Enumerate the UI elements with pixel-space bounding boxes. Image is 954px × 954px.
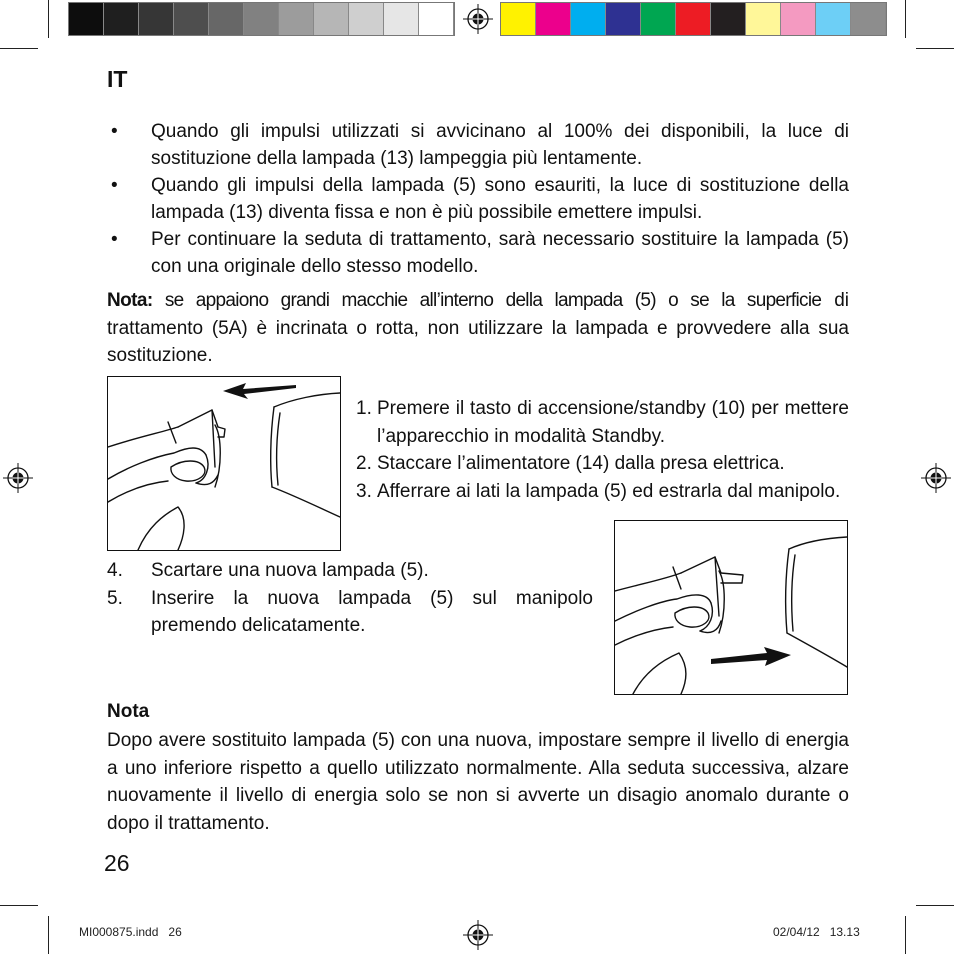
- crop-mark: [0, 905, 38, 906]
- bullet-item: [107, 118, 849, 172]
- step-text: Staccare l’alimentatore (14) dalla presa elettrica.: [377, 453, 785, 474]
- color-swatch: [571, 3, 606, 35]
- color-swatch: [676, 3, 711, 35]
- bullet-item: [107, 226, 849, 280]
- registration-mark-icon: [921, 463, 951, 493]
- registration-mark-icon: [463, 4, 493, 34]
- color-swatch: [781, 3, 816, 35]
- color-swatch: [174, 3, 209, 35]
- step-text: Scartare una nuova lampada (5).: [151, 560, 429, 581]
- crop-mark: [48, 916, 49, 954]
- note-first-line: se appaiono grandi macchie all’interno della lampada (5) o se la superficie: [152, 290, 822, 311]
- color-calibration-bar: [500, 2, 887, 36]
- lamp-removal-drawing: [108, 377, 340, 550]
- step-item: [356, 395, 849, 450]
- step-number: 1.: [356, 398, 372, 419]
- color-swatch: [139, 3, 174, 35]
- note-title: Nota: [107, 701, 150, 722]
- color-swatch: [314, 3, 349, 35]
- footer-datetime: 02/04/12 13.13: [773, 925, 860, 939]
- color-swatch: [746, 3, 781, 35]
- color-swatch: [606, 3, 641, 35]
- language-section-label: IT: [107, 66, 128, 92]
- bullet-text: Per continuare la seduta di trattamento, sarà necessario sostituire la lampada (5) con una originale dello stesso modello.: [151, 229, 849, 277]
- color-swatch: [69, 3, 104, 35]
- page-number: 26: [104, 850, 130, 876]
- color-swatch: [851, 3, 886, 35]
- step-item: [356, 450, 849, 478]
- step-number: 5.: [107, 587, 123, 609]
- color-swatch: [209, 3, 244, 35]
- color-swatch: [711, 3, 746, 35]
- footer-file-info: MI000875.indd 26: [79, 925, 182, 939]
- step-number: 2.: [356, 453, 372, 474]
- crop-mark: [916, 905, 954, 906]
- step-item: [107, 557, 593, 585]
- bullet-item: [107, 172, 849, 226]
- warning-note: [107, 287, 849, 370]
- bullet-marker: •: [111, 175, 118, 196]
- crop-mark: [48, 0, 49, 38]
- note-text: di trattamento (5A) è incrinata o rotta, non utilizzare la lampada e provvedere alla sua sostituzione.: [107, 290, 850, 366]
- color-swatch: [244, 3, 279, 35]
- step-text: Inserire la nuova lampada (5) sul manipolo premendo delicatamente.: [151, 587, 593, 636]
- color-swatch: [501, 3, 536, 35]
- step-number: 4.: [107, 560, 123, 581]
- step-text: Premere il tasto di accensione/standby (10) per mettere l’apparecchio in modalità Standby.: [377, 398, 849, 447]
- bullet-text: Quando gli impulsi utilizzati si avvicinano al 100% dei disponibili, la luce di sostituzione della lampada (13) lampeggia più lentamente.: [151, 121, 849, 169]
- bullet-marker: •: [111, 229, 118, 250]
- color-swatch: [816, 3, 851, 35]
- lamp-insertion-drawing: [615, 521, 847, 694]
- color-swatch: [536, 3, 571, 35]
- lamp-removal-illustration: [107, 376, 341, 551]
- color-swatch: [104, 3, 139, 35]
- lamp-insertion-illustration: [614, 520, 848, 695]
- crop-mark: [905, 0, 906, 38]
- color-swatch: [641, 3, 676, 35]
- step-item: [356, 478, 849, 506]
- steps-list: [107, 557, 593, 640]
- note-label: Nota:: [107, 290, 153, 311]
- color-swatch: [384, 3, 419, 35]
- bullet-list: [107, 118, 849, 280]
- registration-mark-icon: [3, 463, 33, 493]
- registration-mark-icon: [463, 920, 493, 950]
- bullet-text: Quando gli impulsi della lampada (5) sono esauriti, la luce di sostituzione della lampada (13) diventa fissa e non è più possibile emettere impulsi.: [151, 175, 849, 223]
- steps-list: [356, 395, 849, 505]
- step-text: Afferrare ai lati la lampada (5) ed estrarla dal manipolo.: [377, 480, 841, 502]
- step-item: [107, 585, 593, 640]
- gray-calibration-bar: [68, 2, 455, 36]
- color-swatch: [419, 3, 454, 35]
- crop-mark: [0, 48, 38, 49]
- crop-mark: [905, 916, 906, 954]
- color-swatch: [279, 3, 314, 35]
- crop-mark: [916, 48, 954, 49]
- note-text: Dopo avere sostituito lampada (5) con una nuova, impostare sempre il livello di energia a uno inferiore rispetto a quello utilizzato normalmente. Alla seduta successiva, alzare nuovamente il livello di energia solo se non si avverte un disagio anomalo durante o dopo il trattamento.: [107, 730, 849, 834]
- bullet-marker: •: [111, 121, 118, 142]
- color-swatch: [349, 3, 384, 35]
- step-number: 3.: [356, 480, 372, 502]
